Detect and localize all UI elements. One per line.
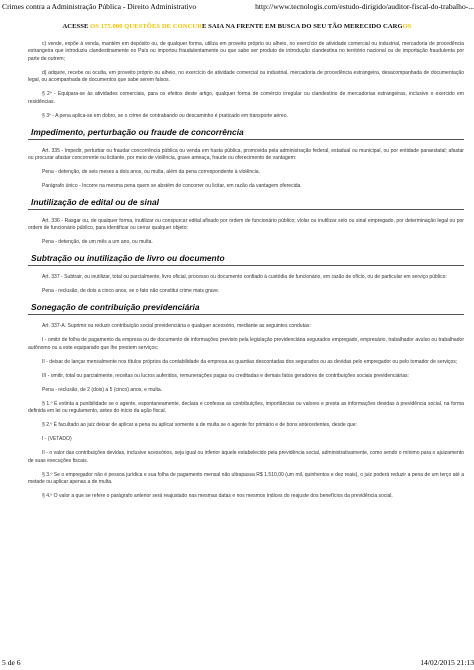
- page-number: 5 de 6: [2, 658, 21, 667]
- print-header: [0, 0, 474, 14]
- paragraph: I - (VETADO): [42, 436, 72, 443]
- section-heading: Impedimento, perturbação ou fraude de concorrência: [28, 127, 464, 140]
- paragraph: II - deixar de lançar mensalmente nos títulos próprios da contabilidade da empresa as quantias descontadas dos segurados ou as devidas pelo empregador ou pelo tomador de serviços;: [42, 358, 458, 365]
- banner-text-1: ACESSE: [62, 23, 91, 30]
- promo-banner[interactable]: [0, 23, 474, 30]
- paragraph: § 3º - A pena aplica-se em dobro, se o crime de contrabando ou descaminho é praticado em transporte aéreo.: [42, 112, 288, 119]
- paragraph: § 2.º É facultado ao juiz deixar de aplicar a pena ou aplicar somente a de multa se o agente for primário e de bons antecedentes, desde que:: [42, 422, 357, 429]
- banner-highlight-1: OS 175.000 QUESTÕES DE CONCUR: [90, 23, 203, 30]
- paragraph: Art. 337 - Subtrair, ou inutilizar, total ou parcialmente, livro oficial, processo ou documento confiado à custódia de funcionário, em razão de ofício, ou de particular em serviço público:: [42, 274, 447, 281]
- paragraph: Pena - reclusão, de 2 (dois) a 5 (cinco) anos, e multa.: [42, 386, 163, 393]
- paragraph: Pena - detenção, de seis meses a dois anos, ou multa, além da pena correspondente à violência.: [42, 169, 260, 176]
- print-header-url: http://www.tecnologis.com/estudo-dirigido/auditor-fiscal-do-trabalho-...: [255, 2, 474, 11]
- paragraph: III - omitir, total ou parcialmente, receitas ou lucros auferidos, remunerações pagas ou creditadas e demais fatos geradores de contribuições sociais previdenciárias:: [42, 372, 409, 379]
- paragraph: Parágrafo único - Incorre na mesma pena quem se abstém de concorrer ou licitar, em razão da vantagem oferecida.: [42, 183, 302, 190]
- section-heading: Inutilização de edital ou de sinal: [28, 197, 464, 210]
- paragraph: § 2º - Equipara-se às atividades comerciais, para os efeitos deste artigo, qualquer forma de comércio irregular ou clandestino de mercadorias estrangeiras, inclusive o exercido em residências.: [28, 91, 464, 105]
- paragraph: Pena - detenção, de um mês a um ano, ou multa.: [42, 239, 153, 246]
- paragraph: c) vende, expõe à venda, mantém em depósito ou, de qualquer forma, utiliza em proveito próprio ou alheio, no exercício de atividade comercial ou industrial, mercadoria de procedência estrangeira que introduziu clandestinamente no País ou importou fraudulentamente ou que sabe ser produto de introdução clandestina no território nacional ou de importação fraudulenta por parte de outrem;: [28, 41, 464, 62]
- section-heading: Subtração ou inutilização de livro ou documento: [28, 253, 464, 266]
- paragraph: Art. 337-A. Suprimir ou reduzir contribuição social previdenciária e qualquer acessório, mediante as seguintes condutas:: [42, 323, 311, 330]
- print-header-title: Crimes contra a Administração Pública - Direito Administrativo: [2, 2, 197, 11]
- paragraph: Pena - reclusão, de dois a cinco anos, se o fato não constitui crime mais grave.: [42, 288, 220, 295]
- banner-highlight-2: OS: [402, 23, 412, 30]
- paragraph: d) adquire, recebe ou oculta, em proveito próprio ou alheio, no exercício de atividade comercial ou industrial, mercadoria de procedência estrangeira, desacompanhada de documentação legal, ou acompanhada de documentos que sabe serem falsos.: [28, 69, 464, 84]
- paragraph: II - o valor das contribuições devidas, inclusive acessórios, seja igual ou inferior àquele estabelecido pela previdência social, administrativamente, como sendo o mínimo para o ajuizamento de suas execuções fiscais.: [28, 450, 464, 464]
- paragraph: § 1.º É extinta a punibilidade se o agente, espontaneamente, declara e confessa as contribuições, importâncias ou valores e presta as informações devidas à previdência social, na forma definida em lei ou regulamento, antes do início da ação fiscal.: [28, 400, 464, 415]
- document-body: [28, 41, 464, 507]
- paragraph: I - omitir de folha de pagamento da empresa ou de documento de informações previsto pela legislação previdenciária segurados empregado, empresário, trabalhador avulso ou trabalhador autônomo ou a este equiparado que lhe prestem serviços;: [28, 337, 464, 351]
- section-heading: Sonegação de contribuição previdenciária: [28, 302, 464, 315]
- banner-text-2: E SAIA NA FRENTE EM BUSCA DO SEU TÃO MERECIDO CARG: [202, 23, 403, 30]
- paragraph: Art. 335 - Impedir, perturbar ou fraudar concorrência pública ou venda em hasta pública, promovida pela administração federal, estadual ou municipal, ou por entidade paraestatal; afastar ou procurar afastar concorrente ou licitante, por meio de violência, grave ameaça, fraude ou oferecimento de vantagem:: [28, 147, 464, 162]
- print-footer: [0, 656, 474, 670]
- paragraph: Art. 336 - Rasgar ou, de qualquer forma, inutilizar ou conspurcar edital afixado por ordem de funcionário público; violar ou inutilizar selo ou sinal empregado, por determinação legal ou por ordem de funcionário público, para identificar ou cerrar qualquer objeto:: [28, 218, 464, 232]
- print-datetime: 14/02/2015 21:13: [420, 658, 474, 667]
- paragraph: § 4.º O valor a que se refere o parágrafo anterior será reajustado nas mesmas datas e nos mesmos índices do reajuste dos benefícios da previdência social.: [42, 493, 393, 500]
- paragraph: § 3.º Se o empregador não é pessoa jurídica e sua folha de pagamento mensal não ultrapassa R$ 1.510,00 (um mil, quinhentos e dez reais), o juiz poderá reduzir a pena de um terço até a metade ou aplicar apenas a de multa.: [28, 471, 464, 486]
